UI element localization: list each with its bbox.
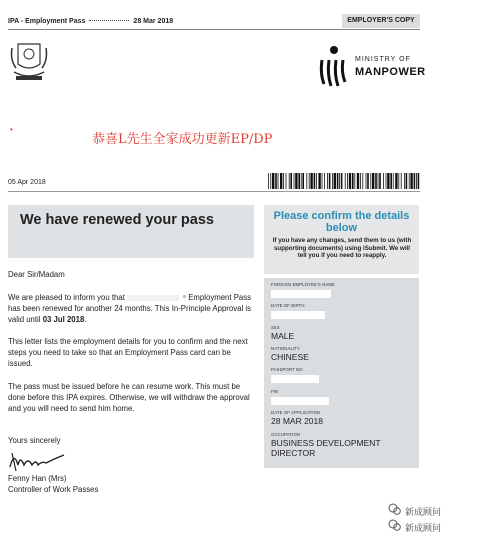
copy-badge: EMPLOYER'S COPY xyxy=(342,14,420,28)
barcode-bar xyxy=(404,173,405,189)
barcode-bar xyxy=(339,173,340,189)
field-label-name: FOREIGN EMPLOYEE'S NAME xyxy=(271,282,336,287)
paragraph-details: This letter lists the employment details for you to confirm and the next steps you need to take so that an Employment Pass card can be issued. xyxy=(8,337,248,368)
barcode-bar xyxy=(410,173,412,189)
barcode-bar xyxy=(398,173,399,189)
barcode-bar xyxy=(294,173,295,189)
signature-icon xyxy=(8,447,70,473)
barcode-bar xyxy=(290,173,292,189)
barcode-bar xyxy=(345,173,346,189)
confirm-title: Please confirm the details below xyxy=(273,210,410,234)
barcode-bar xyxy=(332,173,333,189)
paragraph-renewal-end: Employment Pass has been renewed for another 24 months. This In-Principle Approval is valid until xyxy=(8,293,252,324)
barcode-bar xyxy=(349,173,351,189)
barcode-bar xyxy=(383,173,384,189)
barcode-bar xyxy=(295,173,297,189)
closing: Yours sincerely xyxy=(8,436,61,445)
paragraph-warning: The pass must be issued before he can resume work. This must be done before this IPA expires. Otherwise, we will withdraw the approval and you will need to send him home. xyxy=(8,382,250,413)
barcode-bar xyxy=(372,173,374,189)
field-label-nationality: NATIONALITY xyxy=(271,346,300,351)
redacted-mark xyxy=(183,295,186,298)
barcode-bar xyxy=(306,173,307,189)
barcode-bar xyxy=(310,173,312,189)
chat-bubble-icon xyxy=(388,503,401,516)
barcode-bar xyxy=(375,173,377,189)
paragraph-renewal-start: We are pleased to inform you that xyxy=(8,293,125,302)
barcode-bar xyxy=(406,173,408,189)
redacted-fin-box xyxy=(271,397,329,405)
field-label-fin: FIN xyxy=(271,389,279,394)
mom-logo-icon xyxy=(318,44,348,90)
field-value-occupation: BUSINESS DEVELOPMENT DIRECTOR xyxy=(271,438,381,458)
barcode-bar xyxy=(337,173,339,189)
barcode-bar xyxy=(401,173,402,189)
barcode-bar xyxy=(270,173,271,189)
barcode-icon xyxy=(268,173,420,189)
pass-type-label: IPA - Employment Pass xyxy=(8,18,86,25)
barcode-bar xyxy=(302,173,304,189)
validity-date: 03 Jul 2018 xyxy=(42,315,85,324)
field-label-occupation: OCCUPATION xyxy=(271,432,301,437)
field-label-application-date: DATE OF APPLICATION xyxy=(271,410,321,415)
field-label-sex: SEX xyxy=(271,325,280,330)
barcode-bar xyxy=(324,173,325,189)
barcode-bar xyxy=(309,173,310,189)
signer-title: Controller of Work Passes xyxy=(8,485,99,494)
barcode-bar xyxy=(272,173,274,189)
barcode-bar xyxy=(393,173,394,189)
barcode-bar xyxy=(379,173,381,189)
barcode-bar xyxy=(360,173,361,189)
redacted-name xyxy=(127,295,179,301)
redacted-passport-box xyxy=(271,375,319,383)
period: . xyxy=(84,315,87,324)
barcode-bar xyxy=(316,173,317,189)
barcode-bar xyxy=(283,173,284,189)
barcode-bar xyxy=(286,173,287,189)
header-date: 28 Mar 2018 xyxy=(133,18,174,25)
barcode-bar xyxy=(334,173,336,189)
redacted-name-box xyxy=(271,290,331,298)
header-divider xyxy=(8,29,420,30)
barcode-bar xyxy=(327,173,328,189)
congrats-overlay-text: 恭喜L先生全家成功更新EP/DP xyxy=(92,132,273,147)
barcode-bar xyxy=(362,173,363,189)
renewal-title: We have renewed your pass xyxy=(20,212,214,228)
salutation: Dear Sir/Madam xyxy=(8,270,65,279)
barcode-bar xyxy=(354,173,355,189)
barcode-bar xyxy=(386,173,387,189)
date-divider xyxy=(8,191,420,192)
paragraph-renewal xyxy=(8,292,254,325)
manpower-label: MANPOWER xyxy=(355,66,426,78)
barcode-bar xyxy=(366,173,367,189)
barcode-bar xyxy=(275,173,277,189)
barcode-bar xyxy=(318,173,320,189)
barcode-bar xyxy=(357,173,359,189)
letter-date: 05 Apr 2018 xyxy=(8,179,46,186)
field-value-sex: MALE xyxy=(271,331,295,341)
singapore-crest-icon xyxy=(8,38,50,84)
header-dots xyxy=(89,20,129,21)
barcode-bar xyxy=(352,173,354,189)
ministry-label: MINISTRY OF xyxy=(355,56,411,63)
barcode-bar xyxy=(370,173,371,189)
watermark-line2: 新成顾问 xyxy=(405,524,442,534)
red-mark: • xyxy=(10,125,13,134)
barcode-bar xyxy=(289,173,290,189)
field-value-nationality: CHINESE xyxy=(271,352,309,362)
barcode-bar xyxy=(280,173,282,189)
barcode-bar xyxy=(301,173,302,189)
barcode-bar xyxy=(387,173,389,189)
barcode-bar xyxy=(416,173,417,189)
chat-bubble-icon xyxy=(388,519,401,532)
field-label-dob: DATE OF BIRTH xyxy=(271,303,305,308)
barcode-bar xyxy=(278,173,279,189)
barcode-bar xyxy=(378,173,379,189)
confirm-subtitle: If you have any changes, send them to us (with supporting documents) using iSubmit. We will tell you if you need to reapply. xyxy=(272,237,412,259)
barcode-bar xyxy=(390,173,392,189)
barcode-bar xyxy=(347,173,348,189)
barcode-bar xyxy=(329,173,331,189)
barcode-bar xyxy=(341,173,343,189)
barcode-bar xyxy=(409,173,410,189)
barcode-bar xyxy=(314,173,316,189)
field-label-passport: PASSPORT NO xyxy=(271,367,303,372)
field-value-application-date: 28 MAR 2018 xyxy=(271,416,323,426)
barcode-bar xyxy=(395,173,397,189)
barcode-bar xyxy=(268,173,269,189)
barcode-bar xyxy=(322,173,323,189)
watermark-line1: 新成顾问 xyxy=(405,508,442,518)
barcode-bar xyxy=(367,173,369,189)
barcode-bar xyxy=(418,173,420,189)
pass-type-header xyxy=(8,18,173,25)
barcode-bar xyxy=(414,173,416,189)
signer-name: Fenny Han (Mrs) xyxy=(8,474,67,483)
redacted-dob-box xyxy=(271,311,325,319)
barcode-bar xyxy=(298,173,300,189)
